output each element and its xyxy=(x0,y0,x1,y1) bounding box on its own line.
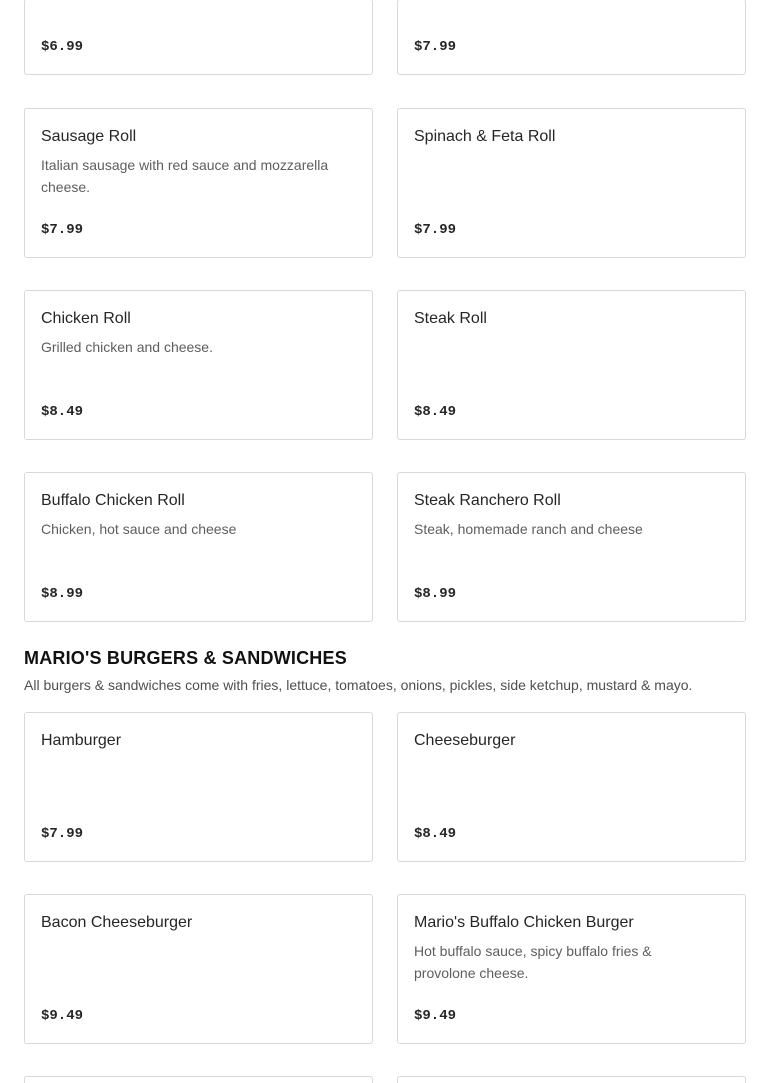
menu-item-steak-roll[interactable] xyxy=(397,290,746,440)
menu-item-name: Spinach & Feta Roll xyxy=(414,128,556,145)
menu-item-price: $8.49 xyxy=(41,404,84,420)
menu-item-bacon-cheeseburger[interactable] xyxy=(24,894,373,1044)
menu-item-card[interactable] xyxy=(397,1076,746,1083)
menu-item-price: $6.99 xyxy=(41,39,84,55)
menu-item-price: $8.49 xyxy=(414,404,457,420)
menu-item-price: $8.49 xyxy=(414,826,457,842)
section-description: All burgers & sandwiches come with fries, lettuce, tomatoes, onions, pickles, side ketchup, mustard & mayo. xyxy=(24,677,693,693)
menu-item-price: $7.99 xyxy=(41,826,84,842)
menu-item-card[interactable] xyxy=(397,0,746,75)
menu-item-hamburger[interactable] xyxy=(24,712,373,862)
menu-item-name: Bacon Cheeseburger xyxy=(41,914,193,931)
menu-item-name: Mario's Buffalo Chicken Burger xyxy=(414,914,634,931)
menu-item-buffalo-chicken-roll[interactable] xyxy=(24,472,373,622)
menu-item-name: Sausage Roll xyxy=(41,128,137,145)
menu-item-sausage-roll[interactable] xyxy=(24,108,373,258)
menu-item-card[interactable] xyxy=(24,0,373,75)
menu-item-price: $7.99 xyxy=(41,222,84,238)
menu-item-marios-buffalo-chicken-burger[interactable] xyxy=(397,894,746,1044)
menu-item-description: Grilled chicken and cheese. xyxy=(41,339,213,355)
menu-item-chicken-roll[interactable] xyxy=(24,290,373,440)
menu-item-name: Cheeseburger xyxy=(414,732,516,749)
menu-item-price: $8.99 xyxy=(41,586,84,602)
menu-item-name: Steak Roll xyxy=(414,310,487,327)
menu-item-name: Steak Ranchero Roll xyxy=(414,492,561,509)
section-title: MARIO'S BURGERS & SANDWICHES xyxy=(24,648,347,668)
menu-item-cheeseburger[interactable] xyxy=(397,712,746,862)
menu-item-price: $7.99 xyxy=(414,222,457,238)
menu-item-name: Hamburger xyxy=(41,732,122,749)
menu-item-description: Steak, homemade ranch and cheese xyxy=(414,521,643,537)
menu-item-price: $7.99 xyxy=(414,39,457,55)
menu-item-price: $9.49 xyxy=(41,1008,84,1024)
menu-item-description: Italian sausage with red sauce and mozzarella cheese. xyxy=(41,157,329,195)
menu-item-price: $9.49 xyxy=(414,1008,457,1024)
menu-item-name: Chicken Roll xyxy=(41,310,131,327)
menu-item-price: $8.99 xyxy=(414,586,457,602)
menu-item-card[interactable] xyxy=(24,1076,373,1083)
menu-item-description: Hot buffalo sauce, spicy buffalo fries & provolone cheese. xyxy=(414,943,652,981)
menu-item-name: Buffalo Chicken Roll xyxy=(41,492,185,509)
menu-item-steak-ranchero-roll[interactable] xyxy=(397,472,746,622)
menu-item-description: Chicken, hot sauce and cheese xyxy=(41,521,237,537)
menu-item-spinach-feta-roll[interactable] xyxy=(397,108,746,258)
